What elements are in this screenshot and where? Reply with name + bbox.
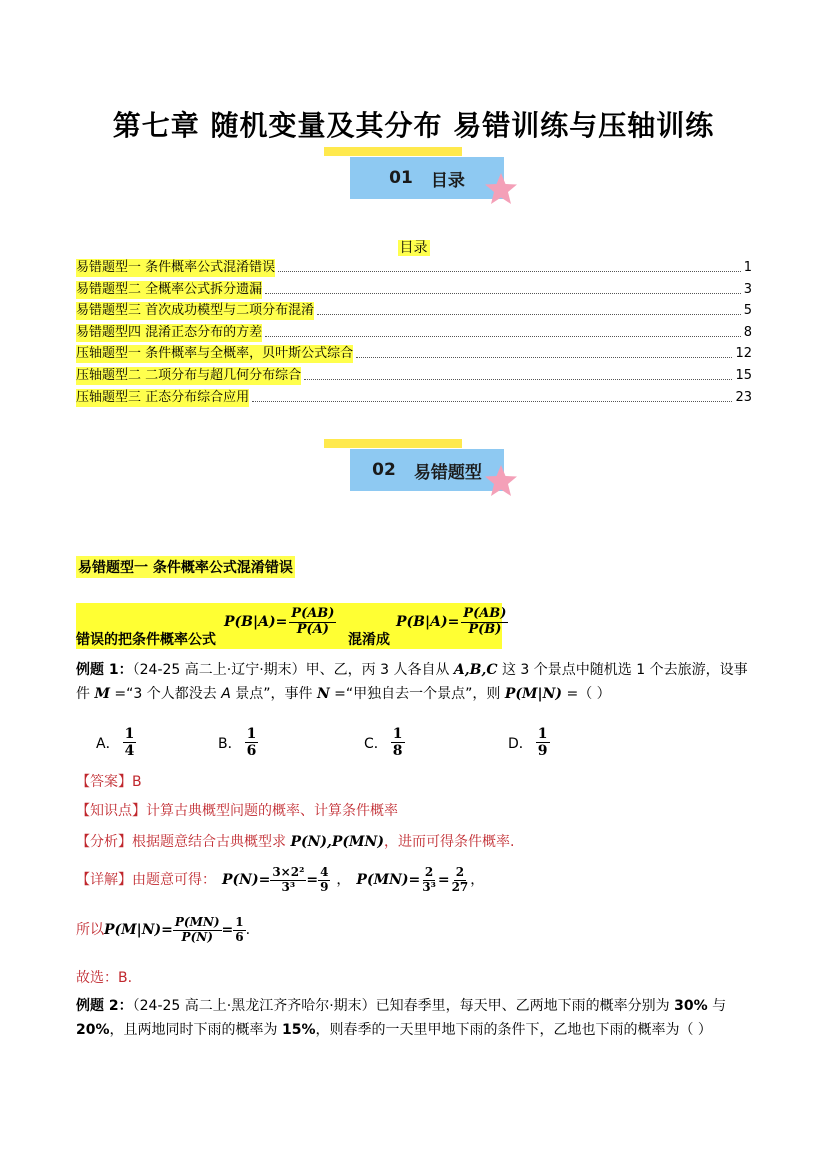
banner-label [350, 449, 504, 491]
document-title: 第七章 随机变量及其分布 易错训练与压轴训练 [112, 109, 715, 142]
fraction: $\frac{2}{27}$ [451, 865, 469, 894]
toc-item[interactable] [76, 345, 752, 363]
banner-yellow-strip [324, 147, 462, 156]
toc-item-page: 3 [743, 282, 752, 297]
toc-item-page: 23 [735, 390, 752, 405]
section-banner-errors [324, 439, 514, 499]
analysis-line: 【分析】根据题意结合古典概型求 P(N),P(MN)，进而可得条件概率. [76, 834, 515, 850]
example1-question: 例题 1：（24-25 高二上·辽宁·期末）甲、乙，丙 3 人各自从 A,B,C 这 3 个景点中随机选 1 个去旅游，设事 件 M =“3 个人都没去 A 景点”，事件 N =“甲独自去一个景点”，则 P(M|N) =（ ） [76, 662, 748, 702]
toc-item[interactable] [76, 324, 752, 342]
toc-leader-dots [304, 378, 732, 380]
fraction: $\frac{2}{\text{3³}}$ [422, 865, 436, 894]
knowledge-line: 【知识点】计算古典概型问题的概率、计算条件概率 [76, 803, 398, 819]
wrong-formula: P(B|A)= $\frac{P(AB)}{P(B)}$ [396, 606, 507, 637]
toc-leader-dots [265, 335, 741, 337]
fraction: $\frac{P(AB)}{P(A)}$ [291, 606, 335, 637]
toc-item-label: 易错题型二 全概率公式拆分遗漏 [76, 282, 263, 297]
detail-line: 【详解】 由题意可得： P(N)= $\frac{\text{3×2²}}{\text{3³}}$ = $\frac{4}{9}$ ， P(MN)= $\frac{2}{\text{3³}}$ = $\frac{2}{27}$ ， [76, 865, 485, 894]
confused-with-label: 混淆成 [348, 632, 390, 648]
toc-item[interactable] [76, 367, 752, 385]
banner-text: 易错题型 [413, 462, 482, 483]
toc-leader-dots [252, 400, 732, 402]
therefore-line: 所以 P(M|N)= $\frac{P(MN)}{P(N)}$ = $\frac{1}{6}$ . [76, 915, 251, 944]
choice-c[interactable]: C． $\frac{1}{8}$ [364, 726, 403, 760]
toc-item[interactable] [76, 302, 752, 320]
toc-heading: 目录 [399, 240, 428, 256]
toc-item[interactable] [76, 259, 752, 277]
choice-a[interactable]: A． $\frac{1}{4}$ [96, 726, 135, 760]
fraction: $\frac{4}{9}$ [320, 865, 329, 894]
toc-item-label: 易错题型四 混淆正态分布的方差 [76, 325, 263, 340]
pink-star-icon [484, 172, 518, 206]
toc-leader-dots [317, 313, 741, 315]
toc-leader-dots [278, 270, 741, 272]
fraction: $\frac{1}{8}$ [392, 726, 403, 760]
toc-item[interactable] [76, 389, 752, 407]
fraction: $\frac{\text{3×2²}}{\text{3³}}$ [272, 865, 305, 894]
fraction: $\frac{1}{6}$ [246, 726, 257, 760]
toc-item-page: 1 [743, 260, 752, 275]
banner-number: 02 [372, 460, 396, 480]
banner-text: 目录 [430, 170, 465, 191]
error-prefix: 错误的把条件概率公式 [76, 632, 216, 648]
toc-leader-dots [265, 292, 741, 294]
correct-formula: P(B|A)= $\frac{P(AB)}{P(A)}$ [224, 606, 335, 637]
banner-label [350, 157, 504, 199]
toc-item-page: 8 [743, 325, 752, 340]
error-formula-box [76, 603, 507, 649]
toc-item-label: 压轴题型二 二项分布与超几何分布综合 [76, 368, 302, 383]
toc-item-page: 5 [743, 303, 752, 318]
fraction: $\frac{1}{9}$ [537, 726, 548, 760]
banner-yellow-strip [324, 439, 462, 448]
toc-item-label: 易错题型一 条件概率公式混淆错误 [76, 260, 276, 275]
banner-number: 01 [389, 168, 413, 188]
toc-item-label: 易错题型三 首次成功模型与二项分布混淆 [76, 303, 315, 318]
section-heading: 易错题型一 条件概率公式混淆错误 [76, 556, 295, 578]
toc-item[interactable] [76, 281, 752, 299]
fraction: $\frac{1}{6}$ [235, 915, 244, 944]
toc-item-label: 压轴题型一 条件概率与全概率，贝叶斯公式综合 [76, 346, 354, 361]
toc-item-label: 压轴题型三 正态分布综合应用 [76, 390, 250, 405]
pink-star-icon [484, 464, 518, 498]
fraction: $\frac{P(MN)}{P(N)}$ [174, 915, 220, 944]
choice-d[interactable]: D． $\frac{1}{9}$ [508, 726, 548, 760]
toc-leader-dots [356, 356, 732, 358]
answer-line: 【答案】B [76, 774, 142, 790]
toc-item-page: 15 [735, 368, 752, 383]
fraction: $\frac{1}{4}$ [124, 726, 135, 760]
fraction: $\frac{P(AB)}{P(B)}$ [463, 606, 507, 637]
choice-b[interactable]: B． $\frac{1}{6}$ [218, 726, 257, 760]
section-banner-toc [324, 147, 514, 207]
toc-item-page: 12 [735, 346, 752, 361]
example2-question: 例题 2：（24-25 高二上·黑龙江齐齐哈尔·期末）已知春季里，每天甲、乙两地下雨的概率分别为 30% 与 20%，且两地同时下雨的概率为 15%，则春季的一天里甲地下雨的条件下，乙地也下雨的概率为（ ） [76, 998, 727, 1038]
conclusion-line: 故选：B. [76, 970, 133, 986]
